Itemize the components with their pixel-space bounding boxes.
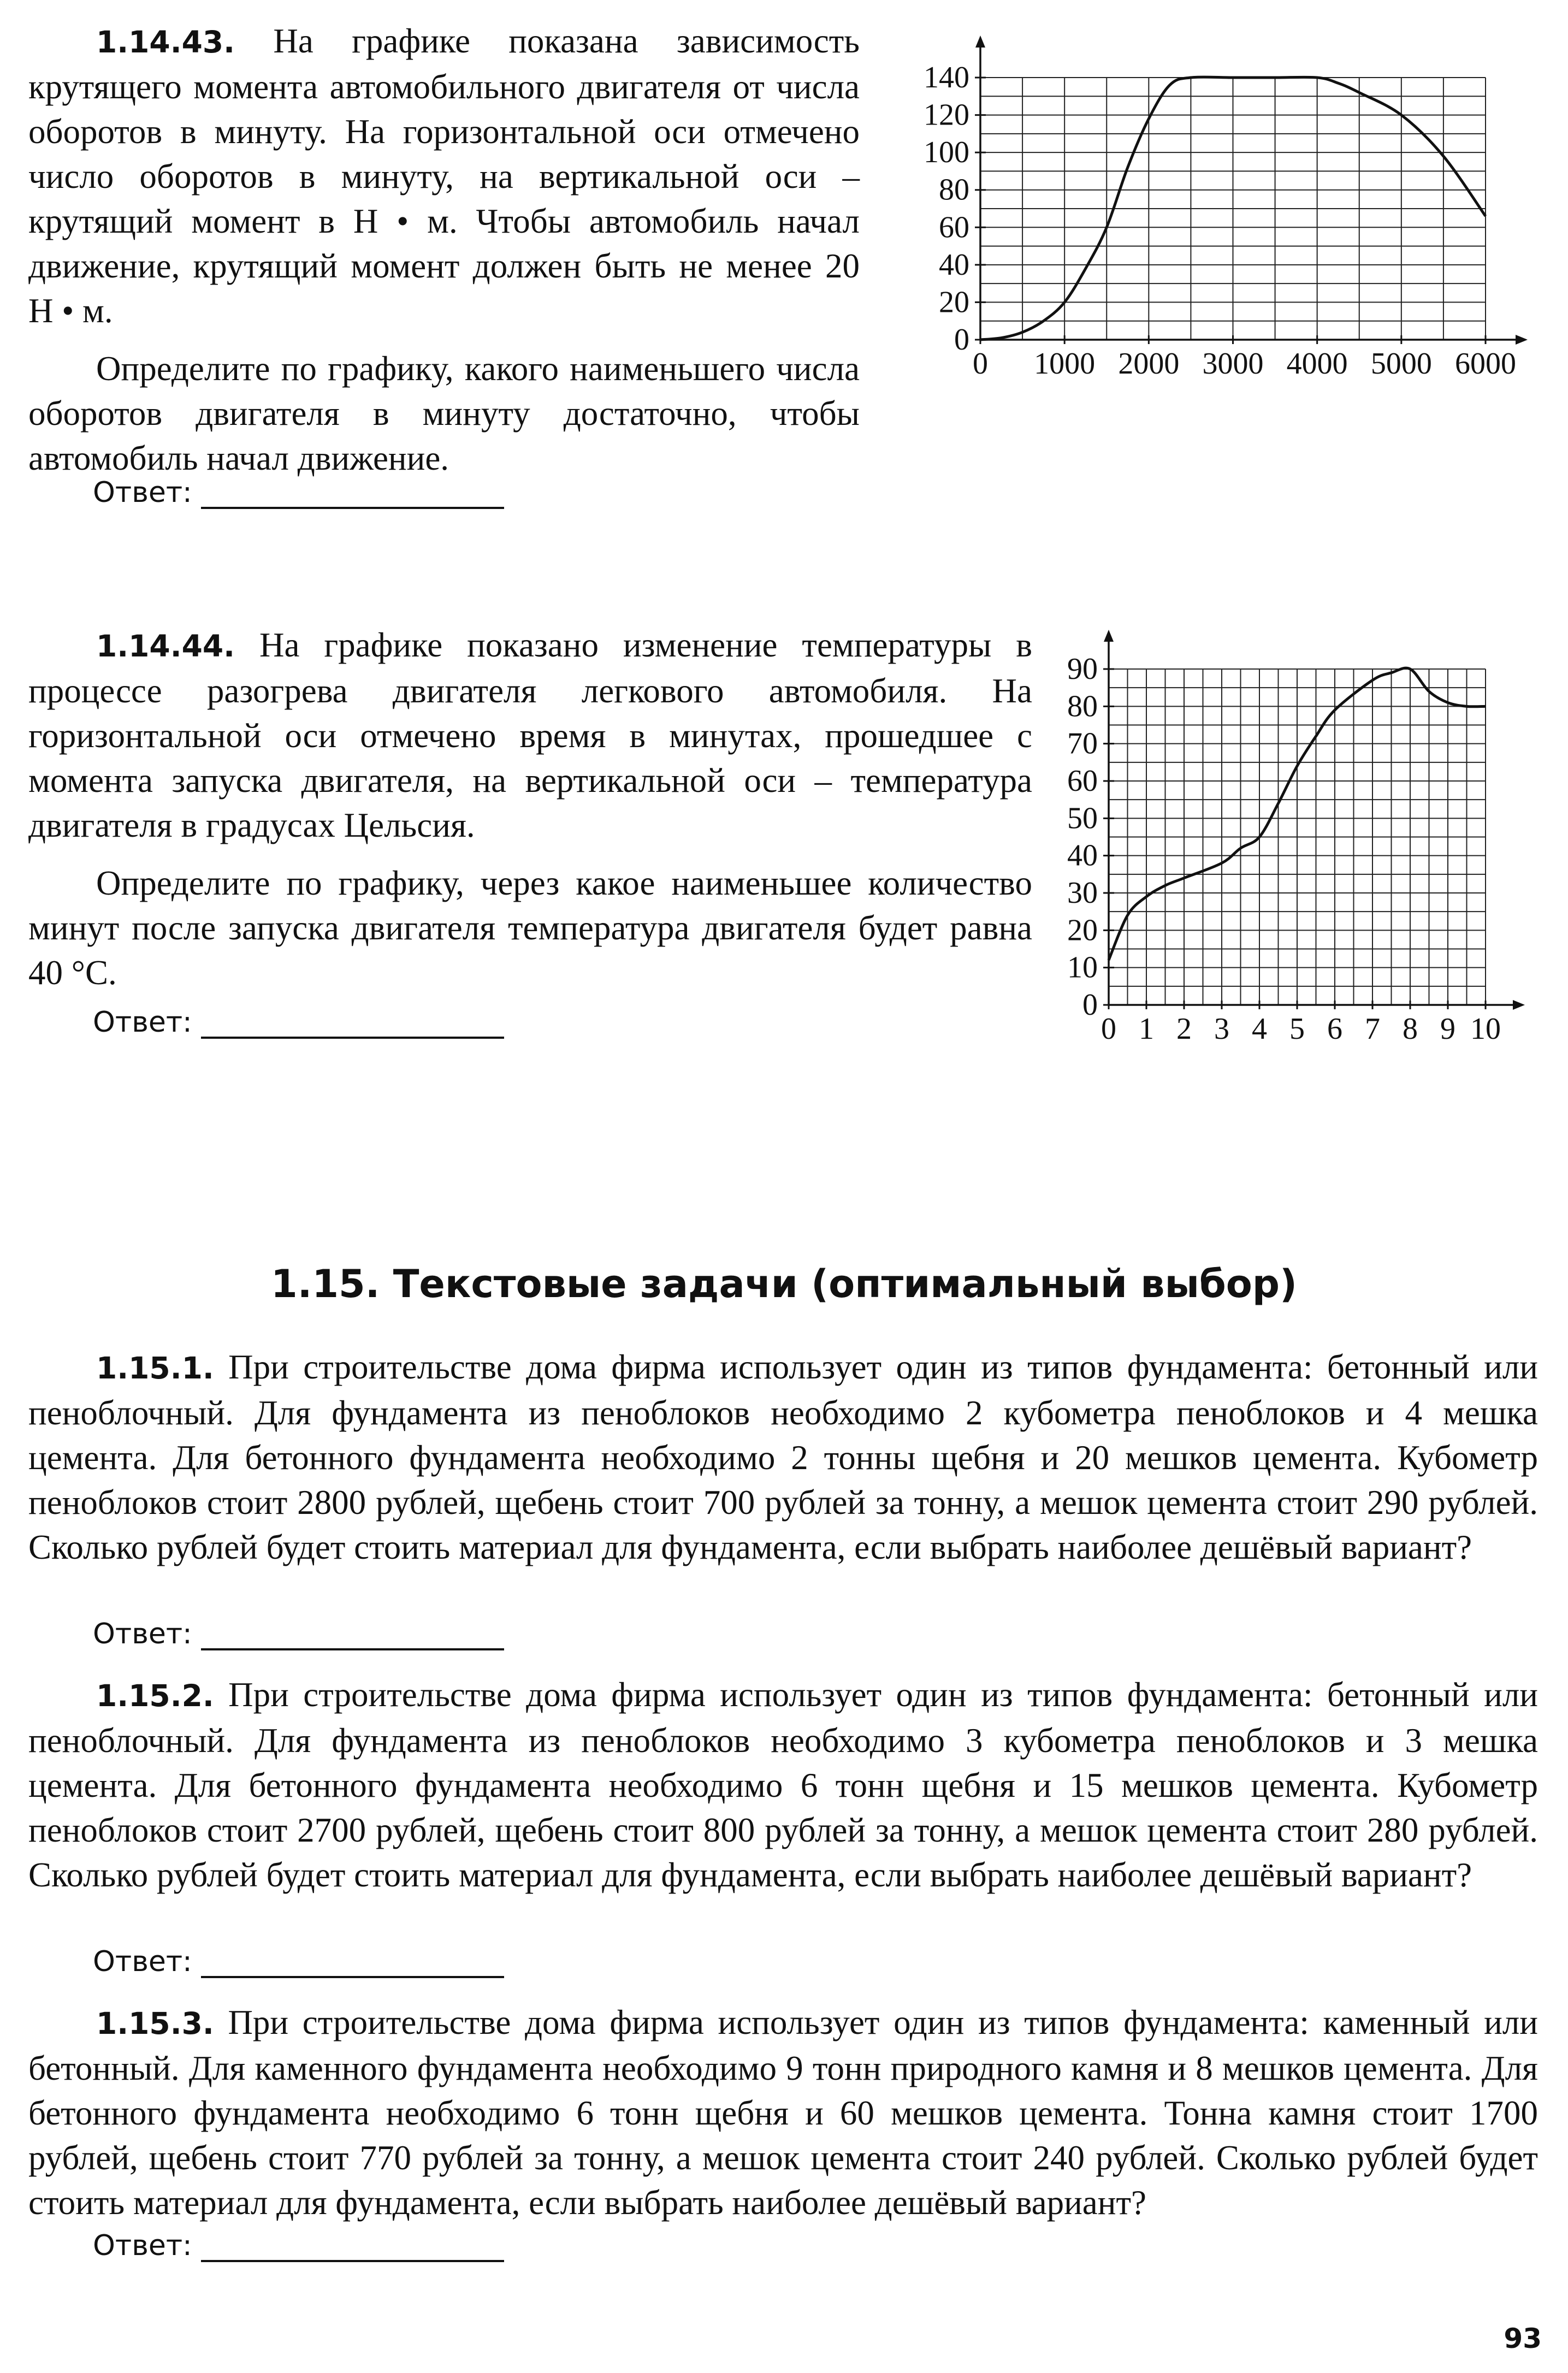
- problem-statement: [28, 19, 860, 333]
- problem-1-14-43: [28, 19, 860, 481]
- answer-row: [93, 1618, 504, 1650]
- problem-text: На графике показана зависимость крутящего момента автомобильного двигателя от числа оборотов в минуту. На горизонтальной оси отмечено число оборотов в минуту, на вертикальной оси – крутящий момент в Н • м. Чтобы автомобиль начал движение, крутящий момент должен быть не менее 20 Н • м.: [28, 22, 860, 330]
- answer-label: Ответ:: [93, 1945, 192, 1978]
- y-tick-label: 30: [1067, 876, 1098, 910]
- answer-label: Ответ:: [93, 476, 192, 509]
- x-tick-label: 5000: [1370, 347, 1432, 381]
- x-tick-label: 5: [1289, 1012, 1305, 1046]
- x-tick-label: 2000: [1118, 347, 1180, 381]
- chart-grid: [980, 78, 1486, 340]
- problem-text: При строительстве дома фирма использует один из типов фундамента: бетонный или пеноблочный. Для фундамента из пеноблоков необходимо 3 кубометра пеноблоков и 3 мешка цемента. Для бетонного фундамента необходимо 6 тонн щебня и 15 мешков цемента. Кубометр пеноблоков стоит 2700 рублей, щебень стоит 800 рублей за тонну, а мешок цемента стоит 280 рублей. Сколько рублей будет стоить материал для фундамента, если выбрать наиболее дешёвый вариант?: [28, 1676, 1538, 1894]
- x-tick-label: 2: [1176, 1012, 1192, 1046]
- y-tick-label: 80: [939, 173, 969, 207]
- x-tick-label: 3: [1214, 1012, 1229, 1046]
- problem-1-15-1: [28, 1345, 1538, 1570]
- problem-statement: [28, 1345, 1538, 1570]
- page-number: 93: [1504, 2323, 1542, 2354]
- answer-field[interactable]: [201, 2235, 504, 2262]
- problem-text: При строительстве дома фирма использует один из типов фундамента: бетонный или пеноблочный. Для фундамента из пеноблоков необходимо 2 кубометра пеноблоков и 4 мешка цемента. Для бетонного фундамента необходимо 2 тонны щебня и 20 мешков цемента. Кубометр пеноблоков стоит 2800 рублей, щебень стоит 700 рублей за тонну, а мешок цемента стоит 290 рублей. Сколько рублей будет стоить материал для фундамента, если выбрать наиболее дешёвый вариант?: [28, 1348, 1538, 1566]
- y-tick-label: 40: [1067, 838, 1098, 873]
- x-tick-label: 3000: [1202, 347, 1264, 381]
- x-tick-label: 7: [1365, 1012, 1380, 1046]
- y-tick-label: 40: [939, 247, 969, 282]
- y-tick-label: 90: [1067, 652, 1098, 686]
- problem-statement: [28, 1672, 1538, 1897]
- problem-number: 1.15.2.: [96, 1678, 214, 1713]
- x-axis-arrow: [1516, 335, 1528, 345]
- x-tick-label: 4000: [1286, 347, 1348, 381]
- x-tick-label: 1: [1139, 1012, 1154, 1046]
- problem-statement: [28, 2000, 1538, 2225]
- x-tick-label: 9: [1440, 1012, 1455, 1046]
- x-tick-label: 1000: [1034, 347, 1096, 381]
- x-tick-label: 6: [1327, 1012, 1342, 1046]
- answer-field[interactable]: [201, 482, 504, 509]
- x-tick-label: 4: [1252, 1012, 1267, 1046]
- problem-number: 1.14.43.: [96, 25, 235, 60]
- y-tick-label: 20: [939, 285, 969, 319]
- problem-1-14-44: [28, 623, 1032, 995]
- y-tick-label: 20: [1067, 913, 1098, 948]
- chart-grid: [1109, 669, 1486, 1005]
- y-tick-label: 80: [1067, 689, 1098, 724]
- answer-label: Ответ:: [93, 2229, 192, 2262]
- temperature-chart-svg: [1054, 623, 1535, 1060]
- y-tick-label: 140: [924, 61, 969, 94]
- problem-1-15-2: [28, 1672, 1538, 1897]
- y-tick-label: 120: [924, 98, 969, 132]
- y-tick-label: 70: [1067, 726, 1098, 761]
- answer-field[interactable]: [201, 1951, 504, 1978]
- problem-question: Определите по графику, через какое наименьшее количество минут после запуска двигателя температура двигателя будет равна 40 °C.: [28, 864, 1032, 992]
- problem-1-15-3: [28, 2000, 1538, 2225]
- answer-field[interactable]: [201, 1623, 504, 1650]
- answer-row: [93, 476, 504, 509]
- problem-number: 1.15.3.: [96, 2006, 214, 2041]
- y-tick-label: 50: [1067, 801, 1098, 836]
- y-tick-label: 60: [1067, 764, 1098, 798]
- problem-number: 1.15.1.: [96, 1351, 214, 1386]
- answer-label: Ответ:: [93, 1006, 192, 1039]
- section-title: 1.15. Текстовые задачи (оптимальный выбор): [271, 1262, 1297, 1306]
- problem-text: На графике показано изменение температуры в процессе разогрева двигателя легкового автомобиля. На горизонтальной оси отмечено время в минутах, прошедшее с момента запуска двигателя, на вертикальной оси – температура двигателя в градусах Цельсия.: [28, 626, 1032, 844]
- y-axis-arrow: [1104, 630, 1114, 642]
- x-tick-label: 8: [1403, 1012, 1418, 1046]
- x-axis-arrow: [1513, 1000, 1525, 1010]
- answer-row: [93, 1006, 504, 1039]
- x-tick-label: 0: [973, 347, 988, 381]
- problem-statement: [28, 623, 1032, 848]
- x-tick-label: 10: [1470, 1012, 1501, 1046]
- temperature-chart: [1054, 623, 1535, 1060]
- answer-row: [93, 1945, 504, 1978]
- problem-question: Определите по графику, какого наименьшего числа оборотов двигателя в минуту достаточно, чтобы автомобиль начал движение.: [28, 350, 860, 477]
- y-tick-label: 60: [939, 210, 969, 245]
- y-tick-label: 0: [954, 323, 969, 357]
- answer-row: [93, 2229, 504, 2262]
- y-tick-label: 0: [1082, 988, 1098, 1022]
- x-tick-label: 6000: [1455, 347, 1516, 381]
- torque-chart-svg: [896, 16, 1535, 388]
- y-tick-label: 100: [924, 135, 969, 170]
- x-tick-label: 0: [1101, 1012, 1116, 1046]
- y-axis-arrow: [975, 35, 985, 48]
- answer-label: Ответ:: [93, 1618, 192, 1650]
- problem-number: 1.14.44.: [96, 629, 235, 664]
- answer-field[interactable]: [201, 1011, 504, 1039]
- problem-text: При строительстве дома фирма использует один из типов фундамента: каменный или бетонный. Для каменного фундамента необходимо 9 тонн природного камня и 8 мешков цемента. Для бетонного фундамента необходимо 6 тонн щебня и 60 мешков цемента. Тонна камня стоит 1700 рублей, щебень стоит 770 рублей за тонну, а мешок цемента стоит 240 рублей. Сколько рублей будет стоить материал для фундамента, если выбрать наиболее дешёвый вариант?: [28, 2003, 1538, 2222]
- y-tick-label: 10: [1067, 950, 1098, 985]
- torque-chart: [896, 16, 1535, 388]
